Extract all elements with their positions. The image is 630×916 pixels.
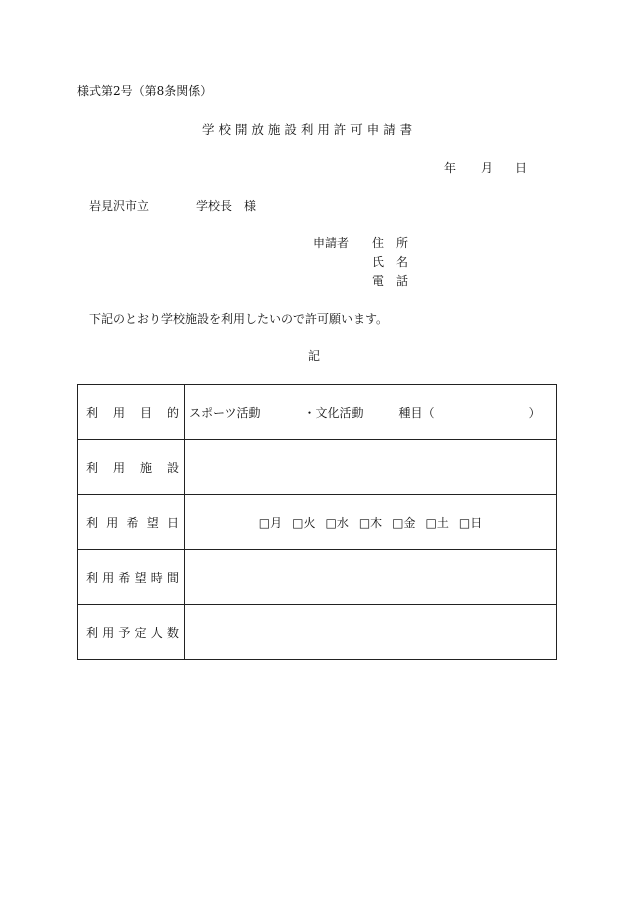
purpose-value-cell[interactable] [185,385,557,440]
label-char: 用 [102,625,115,640]
event-type-open: 種目（ [398,405,435,420]
label-char: 希 [118,570,131,585]
checkbox-monday[interactable]: □月 [258,515,283,530]
request-text: 下記のとおり学校施設を利用したいので許可願います。 [89,312,389,326]
table-row-desired-day [78,495,557,550]
application-table [77,384,557,660]
label-char: 利 [86,570,99,585]
addressee-city: 岩見沢市立 [89,199,150,213]
date-day: 日 [515,161,528,175]
desired-time-label-cell [78,550,185,605]
label-char: 予 [118,625,131,640]
label-char: 目 [139,405,152,420]
desired-time-value-cell[interactable] [185,550,557,605]
applicant-phone-label: 電 話 [372,274,409,288]
purpose-label [78,404,184,421]
label-char: 間 [166,570,179,585]
date-month: 月 [481,161,494,175]
option-culture[interactable]: ・文化活動 [303,405,364,420]
label-char: 用 [102,570,115,585]
label-char: 的 [166,405,179,420]
applicant-label: 申請者 [313,236,350,250]
label-char: 利 [86,625,99,640]
desired-time-label [78,569,184,586]
weekday-checkboxes [185,514,556,531]
label-char: 希 [126,515,139,530]
label-char: 用 [106,515,119,530]
label-char: 望 [146,515,159,530]
desired-day-label-cell [78,495,185,550]
desired-day-label [78,514,184,531]
applicant-name-label: 氏 名 [372,255,409,269]
facility-label-cell [78,440,185,495]
checkbox-thursday[interactable]: □木 [358,515,383,530]
checkbox-saturday[interactable]: □土 [425,515,449,530]
table-row-desired-time [78,550,557,605]
table-row-purpose [78,385,557,440]
applicant-address-label: 住 所 [372,236,409,250]
date-year: 年 [444,161,457,175]
record-heading: 記 [308,349,321,363]
label-char: 設 [166,460,179,475]
document-title: 学 校 開 放 施 設 利 用 許 可 申 請 書 [202,122,413,137]
checkbox-sunday[interactable]: □日 [458,515,483,530]
label-char: 日 [166,515,179,530]
table-row-facility [78,440,557,495]
desired-day-value-cell [185,495,557,550]
facility-value-cell[interactable] [185,440,557,495]
label-char: 用 [112,405,125,420]
option-sports[interactable]: スポーツ活動 [189,405,261,420]
label-char: 人 [150,625,163,640]
checkbox-wednesday[interactable]: □水 [325,515,349,530]
attendees-value-cell[interactable] [185,605,557,660]
event-type-close: ） [528,405,541,420]
label-char: 数 [166,625,179,640]
label-char: 利 [86,405,99,420]
attendees-label-cell [78,605,185,660]
purpose-label-cell [78,385,185,440]
facility-label [78,459,184,476]
label-char: 利 [86,515,99,530]
label-char: 利 [86,460,99,475]
label-char: 施 [139,460,152,475]
label-char: 望 [134,570,147,585]
label-char: 時 [150,570,163,585]
table-row-attendees [78,605,557,660]
checkbox-tuesday[interactable]: □火 [292,515,316,530]
addressee-principal: 学校長 様 [196,199,257,213]
label-char: 用 [112,460,125,475]
checkbox-friday[interactable]: □金 [392,515,416,530]
label-char: 定 [134,625,147,640]
form-number: 様式第2号（第8条関係） [77,84,213,98]
attendees-label [78,624,184,641]
